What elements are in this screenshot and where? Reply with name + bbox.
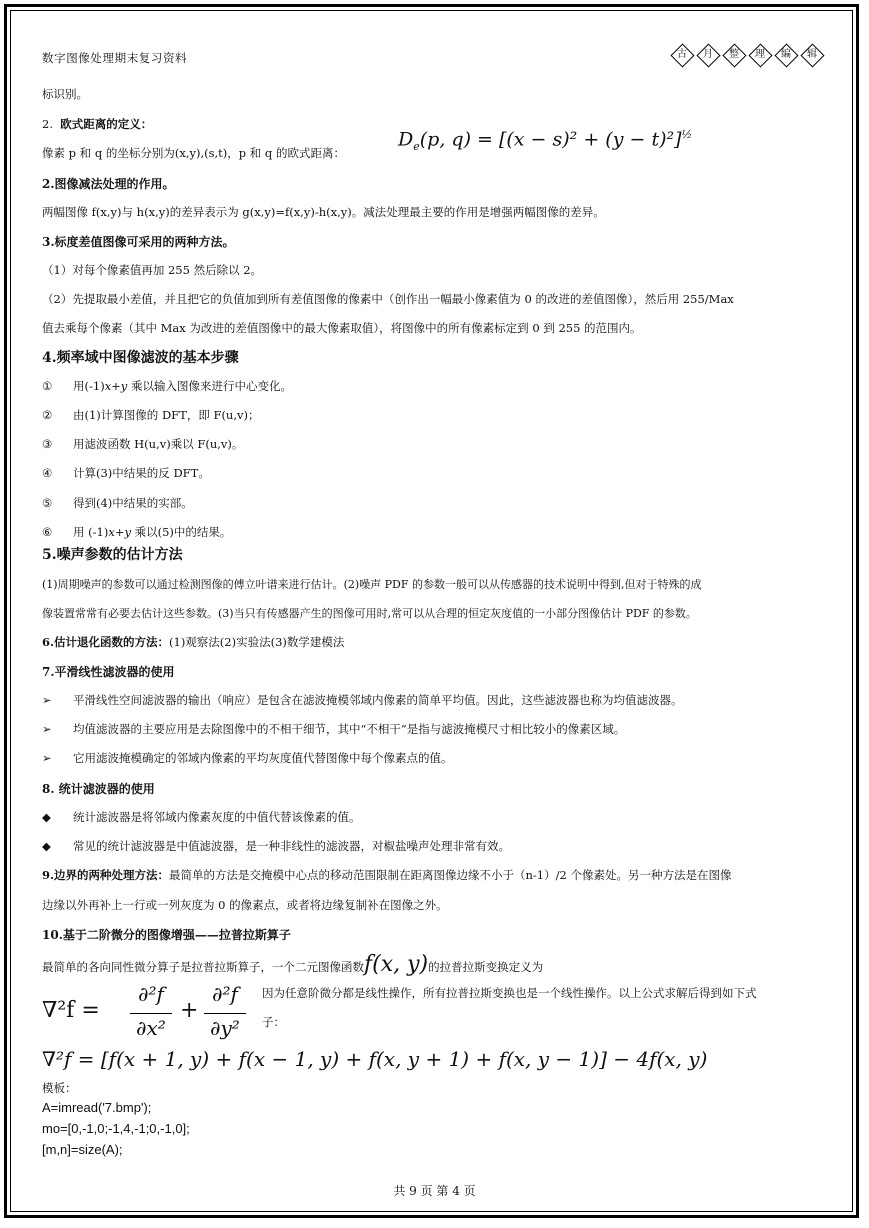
text-line: 两幅图像 f(x,y)与 h(x,y)的差异表示为 g(x,y)=f(x,y)-h(x,y)。减法处理最主要的作用是增强两幅图像的差异。: [42, 205, 605, 219]
section-heading: 10.基于二阶微分的图像增强——拉普拉斯算子: [42, 928, 291, 942]
list-item: ④ 计算(3)中结果的反 DFT。: [42, 466, 210, 480]
list-item: ③ 用滤波函数 H(u,v)乘以 F(u,v)。: [42, 437, 244, 451]
section-heading: 4.频率域中图像滤波的基本步骤: [42, 350, 239, 366]
text-line: （2）先提取最小差值，并且把它的负值加到所有差值图像的像素中（创作出一幅最小像素值为 0 的改进的差值图像），然后用 255/Max: [42, 292, 734, 306]
text-line: (1)周期噪声的参数可以通过检测图像的傅立叶谱来进行估计。(2)噪声 PDF 的参数一般可以从传感器的技术说明中得到,但对于特殊的成: [42, 578, 702, 591]
code-line: mo=[0,-1,0;-1,4,-1;0,-1,0];: [42, 1121, 190, 1136]
formula-laplacian-discrete: ∇²f = [f(x + 1, y) + f(x − 1, y) + f(x, y + 1) + f(x, y − 1)] − 4f(x, y): [42, 1047, 708, 1071]
code-line: A=imread('7.bmp');: [42, 1100, 152, 1115]
list-item: ➢ 均值滤波器的主要应用是去除图像中的不相干细节，其中“不相干”是指与滤波掩模尺寸相比较小的像素区域。: [42, 722, 626, 736]
formula-laplacian: ∇²f = ∂²f ∂x² + ∂²f ∂y²: [42, 982, 262, 1044]
list-item: ② 由(1)计算图像的 DFT，即 F(u,v)；: [42, 408, 260, 422]
list-item: ① 用(-1)x+y 乘以输入图像来进行中心变化。: [42, 379, 292, 393]
seal-stamp: 月: [696, 43, 720, 67]
formula-euclidean: $D_e(p$, $q) = [(x - s)^2 + (y - t)^2]^{\frac{1}{2}}$: [398, 128, 693, 154]
text-line: 值去乘每个像素（其中 Max 为改进的差值图像中的最大像素取值），将图像中的所有像素标定到 0 到 255 的范围内。: [42, 321, 642, 335]
header-seals: [670, 43, 824, 67]
seal-stamp: 古: [670, 43, 694, 67]
list-item: ◆ 统计滤波器是将邻域内像素灰度的中值代替该像素的值。: [42, 810, 361, 824]
text-line: 最简单的各向同性微分算子是拉普拉斯算子，一个二元图像函数f(x, y)的拉普拉斯变换定义为: [42, 952, 544, 977]
text-line: 标识别。: [42, 87, 88, 101]
list-item: ⑤ 得到(4)中结果的实部。: [42, 496, 193, 510]
seal-stamp: 编: [774, 43, 798, 67]
section-heading: 5.噪声参数的估计方法: [42, 547, 183, 563]
text-line: 像装置常常有必要去估计这些参数。(3)当只有传感器产生的图像可用时,常可以从合理的恒定灰度值的一小部分图像估计 PDF 的参数。: [42, 607, 697, 620]
list-item: ⑥ 用 (-1)x+y 乘以(5)中的结果。: [42, 525, 232, 539]
code-line: [m,n]=size(A);: [42, 1142, 123, 1157]
list-item: ➢ 它用滤波掩模确定的邻域内像素的平均灰度值代替图像中每个像素点的值。: [42, 751, 453, 765]
text-line: 6.估计退化函数的方法：(1)观察法(2)实验法(3)数学建模法: [42, 635, 345, 649]
text-line: 像素 p 和 q 的坐标分别为(x,y),(s,t)，p 和 q 的欧式距离：: [42, 146, 345, 160]
text-line: 子：: [262, 1015, 285, 1029]
seal-stamp: 整: [722, 43, 746, 67]
section-heading: 2. 欧式距离的定义：: [42, 117, 153, 131]
list-item: ◆ 常见的统计滤波器是中值滤波器，是一种非线性的滤波器，对椒盐噪声处理非常有效。: [42, 839, 510, 853]
section-heading: 2.图像减法处理的作用。: [42, 177, 175, 191]
section-heading: 7.平滑线性滤波器的使用: [42, 665, 175, 679]
text-line: （1）对每个像素值再加 255 然后除以 2。: [42, 263, 263, 277]
text-line: 9.边界的两种处理方法：最简单的方法是交掩模中心点的移动范围限制在距离图像边缘不小于（n-1）/2 个像素处。另一种方法是在图像: [42, 868, 732, 882]
list-item: ➢ 平滑线性空间滤波器的输出（响应）是包含在滤波掩模邻域内像素的简单平均值。因此，这些滤波器也称为均值滤波器。: [42, 693, 683, 707]
text-line: 因为任意阶微分都是线性操作，所有拉普拉斯变换也是一个线性操作。以上公式求解后得到如下式: [262, 986, 757, 1000]
page-header: [42, 48, 824, 68]
text-line: 边缘以外再补上一行或一列灰度为 0 的像素点，或者将边缘复制补在图像之外。: [42, 898, 448, 912]
text-line: 模板：: [42, 1081, 77, 1095]
seal-stamp: 理: [748, 43, 772, 67]
header-title: 数字图像处理期末复习资料: [42, 51, 188, 65]
section-heading: 8. 统计滤波器的使用: [42, 782, 155, 796]
page-footer: 共 9 页 第 4 页: [393, 1184, 476, 1198]
seal-stamp: 辑: [800, 43, 824, 67]
section-heading: 3.标度差值图像可采用的两种方法。: [42, 235, 235, 249]
